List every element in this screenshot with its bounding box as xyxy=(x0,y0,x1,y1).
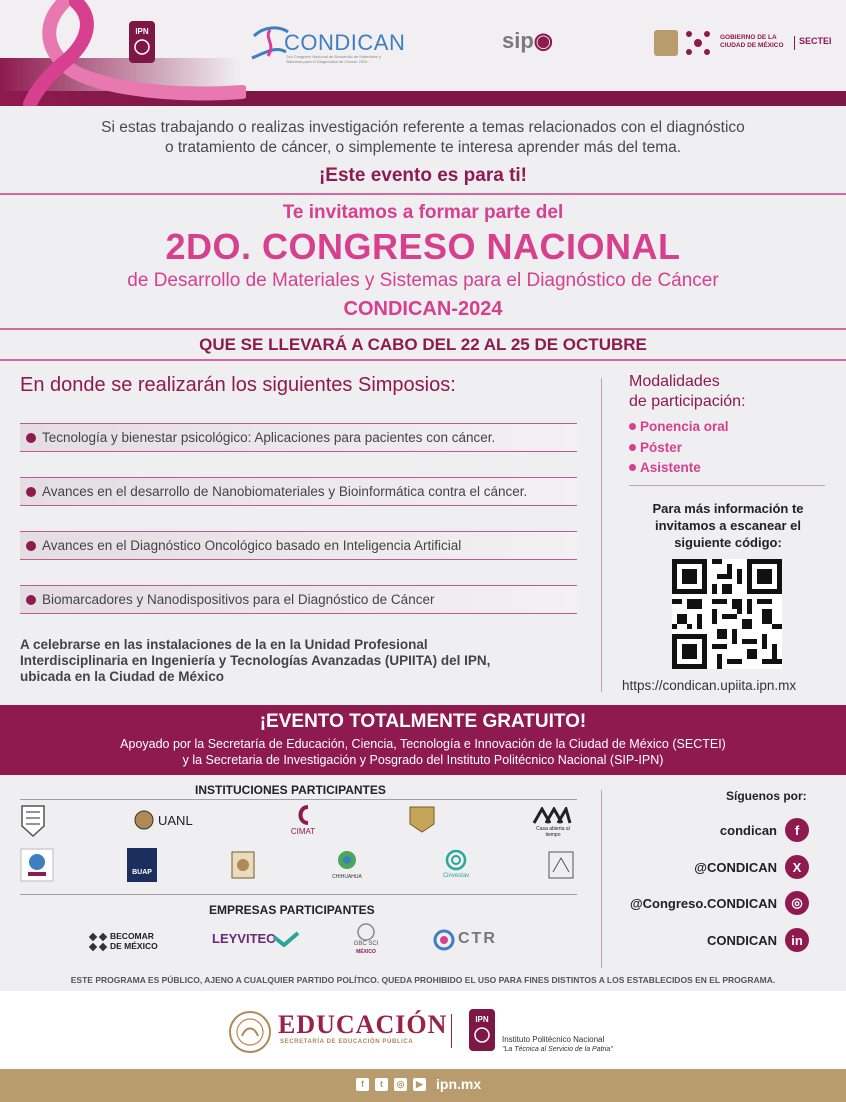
cimat-text: CIMAT xyxy=(290,827,316,836)
gbc-globe-icon xyxy=(354,922,378,942)
column-divider xyxy=(601,790,602,968)
invite-text: Te invitamos a formar parte del xyxy=(282,202,564,223)
bullet-icon xyxy=(26,595,36,605)
becomar-text: BECOMAR DE MÉXICO xyxy=(110,931,158,951)
svg-text:IPN: IPN xyxy=(475,1015,489,1024)
social-handle: @Congreso.CONDICAN xyxy=(629,895,777,911)
cimat-logo xyxy=(288,804,318,838)
gbc-logo xyxy=(348,922,384,962)
symposium-label: Tecnología y bienestar psicológico: Aplicaciones para pacientes con cáncer. xyxy=(42,430,496,445)
cdmx-logo xyxy=(652,28,832,58)
ipn-website-link[interactable]: ipn.mx xyxy=(436,1076,482,1092)
social-x[interactable] xyxy=(694,855,809,879)
qr-line: siguiente código: xyxy=(674,535,782,550)
condican-logo xyxy=(250,22,406,66)
cimat-symbol-icon xyxy=(294,804,312,826)
symposia-title: En donde se realizarán los siguientes Simposios: xyxy=(20,374,456,396)
cdmx-emblem-icon xyxy=(652,28,714,58)
companies-title: EMPRESAS PARTICIPANTES xyxy=(209,903,375,917)
buap-text: BUAP xyxy=(132,869,152,876)
institution-logo xyxy=(20,848,54,882)
social-handle: condican xyxy=(719,822,777,838)
ipn-footer-logo xyxy=(468,1008,496,1052)
event-dates: QUE SE LLEVARÁ A CABO DEL 22 AL 25 DE OCTUBRE xyxy=(199,335,647,354)
ctr-logo xyxy=(432,928,512,954)
modality-label: Asistente xyxy=(640,460,701,475)
intro-text xyxy=(0,118,846,158)
support-line: y la Secretaria de Investigación y Posgrado del Instituto Politécnico Nacional (SIP-IPN) xyxy=(182,753,664,767)
leyvitec-text: LEYVITEC xyxy=(212,931,276,946)
bullet-icon xyxy=(26,541,36,551)
divider xyxy=(0,193,846,195)
youtube-icon[interactable]: ▶ xyxy=(413,1078,426,1091)
leyvitec-check-icon xyxy=(272,931,300,947)
bullet-icon xyxy=(26,487,36,497)
column-divider xyxy=(601,378,602,692)
modality-item xyxy=(629,419,729,434)
instagram-icon[interactable]: ◎ xyxy=(785,891,809,915)
modality-label: Ponencia oral xyxy=(640,419,729,434)
symposium-label: Avances en el desarrollo de Nanobiomateriales y Bioinformática contra el cáncer. xyxy=(42,484,528,499)
facebook-icon[interactable]: f xyxy=(356,1078,369,1091)
symposium-item xyxy=(20,585,577,614)
free-event-title: ¡EVENTO TOTALMENTE GRATUITO! xyxy=(259,711,587,732)
ipn-name xyxy=(502,1035,613,1055)
social-linkedin[interactable] xyxy=(707,928,809,952)
free-event-banner xyxy=(0,705,846,775)
footer-divider xyxy=(451,1014,452,1048)
congress-subtitle: de Desarrollo de Materiales y Sistemas para el Diagnóstico de Cáncer xyxy=(127,270,719,291)
becomar-symbol-icon xyxy=(88,932,108,952)
website-link[interactable]: https://condican.upiita.ipn.mx xyxy=(622,678,797,693)
divider xyxy=(629,485,825,486)
venue-line: Interdisciplinaria en Ingeniería y Tecnologías Avanzadas (UPIITA) del IPN, xyxy=(20,653,491,668)
social-facebook[interactable] xyxy=(720,818,809,842)
modalities-title-line: de participación: xyxy=(629,393,746,410)
intro-line-1: Si estas trabajando o realizas investigación referente a temas relacionados con el diagnóstico xyxy=(101,119,745,136)
support-line: Apoyado por la Secretaría de Educación, Ciencia, Tecnología e Innovación de la Ciudad de México (SECTEI) xyxy=(120,737,726,751)
chihuahua-text: CHIHUAHUA xyxy=(332,874,362,880)
bullet-icon xyxy=(26,433,36,443)
ipn-motto: "La Técnica al Servicio de la Patria" xyxy=(502,1046,613,1053)
social-instagram[interactable] xyxy=(630,891,809,915)
footer-social-row xyxy=(356,1076,481,1092)
follow-title: Síguenos por: xyxy=(726,789,807,803)
qr-instructions xyxy=(630,500,826,551)
linkedin-icon[interactable]: in xyxy=(785,928,809,952)
sep-logo-text: EDUCACIÓN xyxy=(278,1010,448,1039)
symposium-item xyxy=(20,531,577,560)
becomar-logo xyxy=(88,930,170,954)
venue-line: ubicada en la Ciudad de México xyxy=(20,669,225,684)
modalities-title-line: Modalidades xyxy=(629,373,720,390)
congress-short-name: CONDICAN-2024 xyxy=(343,298,503,320)
institution-logo xyxy=(545,848,577,882)
condican-text: CONDICAN xyxy=(284,30,406,55)
social-handle: @CONDICAN xyxy=(694,859,777,875)
ctr-text: CTR xyxy=(458,930,497,947)
venue-text xyxy=(20,637,580,685)
institution-crest-logo xyxy=(230,848,256,882)
symposium-item xyxy=(20,477,577,506)
header xyxy=(0,0,846,106)
cinvestav-symbol-icon xyxy=(444,848,468,872)
ipn-name-line: Instituto Politécnico Nacional xyxy=(502,1035,605,1044)
sep-subtitle: SECRETARÍA DE EDUCACIÓN PÚBLICA xyxy=(280,1039,414,1045)
qr-line: invitamos a escanear el xyxy=(655,518,801,533)
modality-item xyxy=(629,460,701,475)
pink-ribbon-icon xyxy=(6,0,246,106)
divider xyxy=(0,359,846,361)
tagline: ¡Este evento es para ti! xyxy=(318,165,528,186)
uanl-text: UANL xyxy=(158,813,193,828)
venue-line: A celebrarse en las instalaciones de la en la Unidad Profesional xyxy=(20,637,428,652)
institutions-title: INSTITUCIONES PARTICIPANTES xyxy=(195,783,386,797)
symposium-label: Biomarcadores y Nanodispositivos para el Diagnóstico de Cáncer xyxy=(42,592,435,607)
cinvestav-logo xyxy=(438,848,474,882)
sectei-text: SECTEI xyxy=(794,36,832,50)
symposium-item xyxy=(20,423,577,452)
uanl-logo xyxy=(134,808,204,834)
modality-item xyxy=(629,440,682,455)
divider xyxy=(20,799,577,800)
ctr-symbol-icon xyxy=(432,928,456,952)
qr-line: Para más información te xyxy=(652,501,804,516)
condican-subtext: 2do Congreso Nacional de Desarrollo de Materiales y Sistemas para el Diagnóstico de Cáncer 2024 xyxy=(286,54,381,64)
unam-logo xyxy=(407,804,437,834)
gbc-subtext: MÉXICO xyxy=(356,949,376,955)
x-icon[interactable]: X xyxy=(785,855,809,879)
uam-logo xyxy=(528,807,578,838)
uam-symbol-icon xyxy=(532,807,572,825)
modalities-title xyxy=(629,372,746,412)
modality-label: Póster xyxy=(640,440,683,455)
uam-text: Casa abierta al tiempo xyxy=(536,826,570,838)
instagram-icon[interactable]: ◎ xyxy=(394,1078,407,1091)
leyvitec-logo xyxy=(212,930,302,954)
chihuahua-logo xyxy=(328,848,366,882)
bullet-icon xyxy=(629,423,636,430)
bullet-icon xyxy=(629,444,636,451)
divider xyxy=(20,894,577,895)
disclaimer: ESTE PROGRAMA ES PÚBLICO, AJENO A CUALQUIER PARTIDO POLÍTICO. QUEDA PROHIBIDO EL USO PARA FINES DISTINTOS A LOS ESTABLECIDOS EN EL PROGRAMA. xyxy=(70,975,776,985)
svg-text:IPN: IPN xyxy=(135,27,149,36)
cinvestav-text: Cinvestav xyxy=(442,873,470,879)
sip-text: sip xyxy=(502,28,534,53)
divider xyxy=(0,328,846,330)
cdmx-gov-text: GOBIERNO DE LA CIUDAD DE MÉXICO xyxy=(720,34,784,49)
bullet-icon xyxy=(629,464,636,471)
qr-code[interactable] xyxy=(672,559,782,669)
symposium-label: Avances en el Diagnóstico Oncológico basado en Inteligencia Artificial xyxy=(42,538,462,553)
congress-title: 2DO. CONGRESO NACIONAL xyxy=(165,226,681,267)
twitter-icon[interactable]: t xyxy=(375,1078,388,1091)
institution-shield-logo xyxy=(20,804,46,838)
social-handle: CONDICAN xyxy=(706,932,777,948)
mexico-seal-icon xyxy=(228,1010,272,1054)
uanl-seal-icon xyxy=(134,808,154,832)
intro-line-2: o tratamiento de cáncer, o simplemente te interesa aprender más del tema. xyxy=(164,139,682,156)
facebook-icon[interactable]: f xyxy=(785,818,809,842)
sip-logo: sip◉ xyxy=(502,28,553,53)
buap-logo xyxy=(127,848,157,882)
ipn-logo xyxy=(128,20,156,64)
chihuahua-emblem-icon xyxy=(336,848,358,872)
gbc-text: GBC SCI xyxy=(353,941,379,947)
